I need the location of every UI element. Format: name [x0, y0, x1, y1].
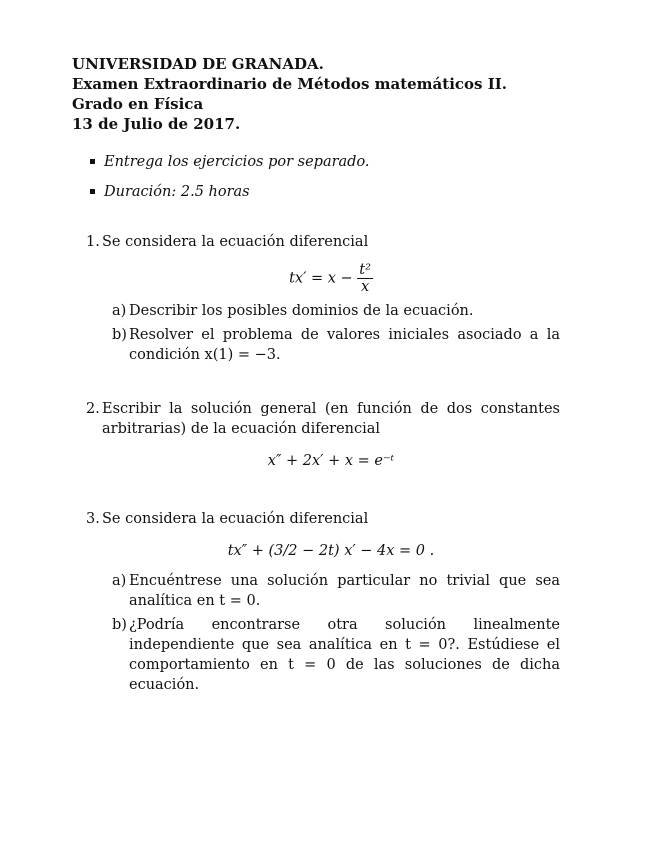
university-title: UNIVERSIDAD DE GRANADA. — [72, 55, 324, 73]
exam-title: Examen Extraordinario de Métodos matemáticos II. — [72, 75, 507, 93]
problem-2 — [72, 399, 560, 471]
problem-statement: Escribir la solución general (en función de dos constantes arbitrarias) de la ecuación diferencial — [102, 401, 560, 437]
problem-part — [102, 571, 560, 611]
exam-page — [72, 54, 560, 699]
fraction-denominator: x — [361, 279, 370, 295]
problem-number: 3. — [86, 511, 100, 527]
equation-lhs: tx′ = x − — [289, 270, 353, 287]
part-text: Encuéntrese una solución particular no trivial que sea analítica en t = 0. — [129, 573, 560, 609]
degree-title: Grado en Física — [72, 95, 204, 113]
problem-equation: tx″ + (3/2 − 2t) x′ − 4x = 0 . — [227, 543, 435, 559]
problem-number: 1. — [86, 234, 100, 250]
note-item — [90, 182, 560, 212]
problem-1 — [72, 232, 560, 365]
problem-statement: Se considera la ecuación diferencial — [102, 234, 369, 250]
part-label: b) — [112, 617, 127, 633]
fraction-numerator: t² — [359, 262, 371, 278]
problem-part — [102, 301, 560, 321]
problem-3 — [72, 509, 560, 695]
note-item — [90, 152, 560, 182]
equation-fraction — [357, 262, 373, 295]
bullet-icon — [90, 159, 95, 164]
exam-header — [72, 54, 560, 134]
part-label: a) — [112, 303, 127, 319]
exam-notes — [72, 152, 560, 212]
problem-equation: x″ + 2x′ + x = e⁻ᵗ — [267, 453, 395, 469]
problem-part — [102, 325, 560, 365]
exam-date: 13 de Julio de 2017. — [72, 115, 241, 133]
problem-equation — [102, 262, 560, 295]
part-text: Resolver el problema de valores iniciales asociado a la condición x(1) = −3. — [129, 327, 560, 363]
problem-number: 2. — [86, 401, 100, 417]
part-text: ¿Podría encontrarse otra solución linealmente independiente que sea analítica en t = 0?. Estúdiese el comportamiento en t = 0 de las soluciones de dicha ecuación. — [129, 617, 560, 693]
note-text: Duración: 2.5 horas — [104, 184, 250, 200]
part-label: b) — [112, 327, 127, 343]
note-text: Entrega los ejercicios por separado. — [104, 154, 370, 170]
part-label: a) — [112, 573, 127, 589]
part-text: Describir los posibles dominios de la ecuación. — [129, 303, 474, 319]
problem-part — [102, 615, 560, 695]
bullet-icon — [90, 189, 95, 194]
problem-statement: Se considera la ecuación diferencial — [102, 511, 369, 527]
